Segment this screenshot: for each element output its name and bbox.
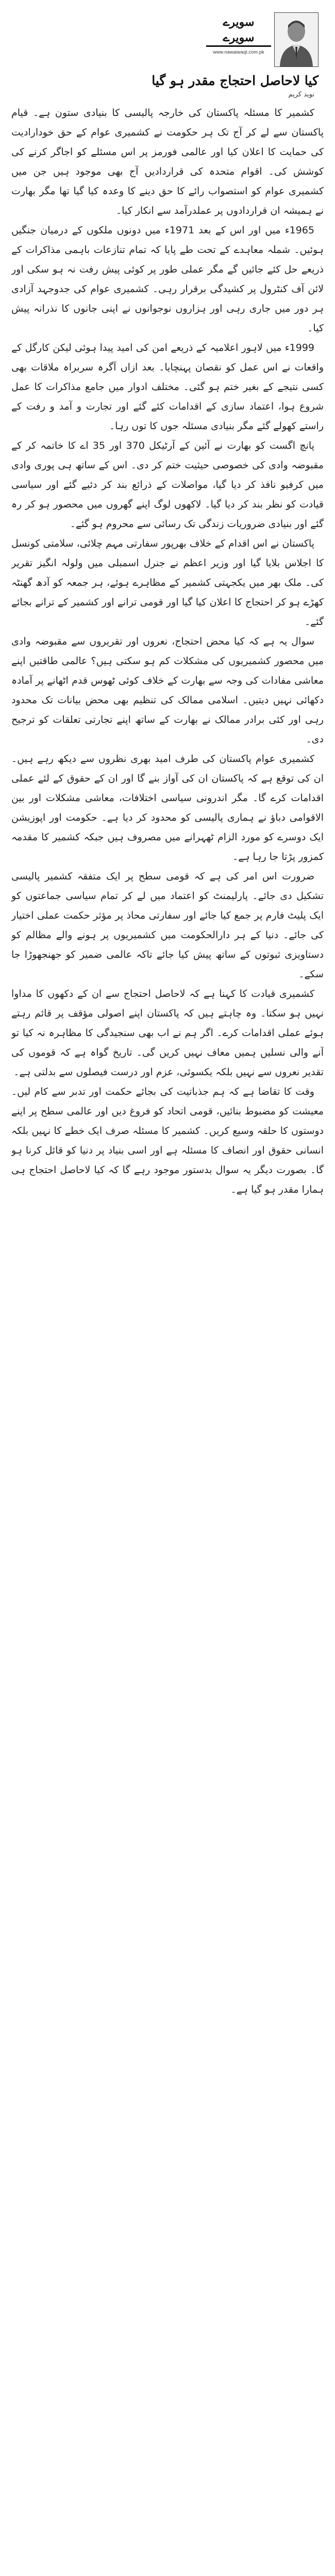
body-paragraph: سوال یہ ہے کہ کیا محض احتجاج، نعروں اور تقریروں سے مقبوضہ وادی میں محصور کشمیریوں کی مشکلات کم ہو سکتی ہیں؟ عالمی طاقتیں اپنے معاشی مفادات کی وجہ سے بھارت کے خلاف کوئی ٹھوس قدم اٹھانے پر آمادہ دکھائی نہیں دیتیں۔ اسلامی ممالک کی تنظیم بھی محض بیانات تک محدود رہی اور کئی برادر ممالک نے بھارت کے ساتھ اپنے تجارتی تعلقات کو ترجیح دی۔	[11, 636, 324, 745]
logo-divider	[206, 45, 271, 47]
column-body	[11, 103, 324, 2576]
website-url: www.nawaiwaqt.com.pk	[213, 49, 264, 55]
body-paragraph: کشمیر کا مسئلہ پاکستان کی خارجہ پالیسی کا بنیادی ستون ہے۔ قیام پاکستان سے لے کر آج تک ہر حکومت نے کشمیری عوام کے حق خودارادیت کی حمایت کا اعلان کیا اور عالمی فورمز پر اس مسئلے کو اجاگر کرنے کی کوشش کی۔ اقوام متحدہ کی قراردادیں آج بھی موجود ہیں جن میں کشمیری عوام کو استصواب رائے کا حق دینے کا وعدہ کیا گیا تھا مگر بھارت نے ہمیشہ ان قراردادوں پر عملدرآمد سے انکار کیا۔	[11, 107, 324, 216]
author-name: نوید کریم	[288, 91, 314, 98]
column-header	[12, 9, 323, 97]
author-portrait-icon	[275, 13, 318, 66]
column-logo-line-1: سویرے	[223, 15, 255, 29]
body-paragraph: 1999ء میں لاہور اعلامیہ کے ذریعے امن کی امید پیدا ہوئی لیکن کارگل کے واقعات نے اس عمل کو نقصان پہنچایا۔ بعد ازاں آگرہ سربراہ ملاقات بھی کسی نتیجے کے بغیر ختم ہو گئی۔ مختلف ادوار میں جامع مذاکرات کا عمل شروع ہوا، اعتماد سازی کے اقدامات کئے گئے اور تجارت و آمد و رفت کے راستے کھولے گئے مگر بنیادی مسئلہ جوں کا توں رہا۔	[11, 342, 324, 432]
column-logo-line-2: سویرے	[223, 31, 255, 44]
body-paragraph: 1965ء میں اور اس کے بعد 1971ء میں دونوں ملکوں کے درمیان جنگیں ہوئیں۔ شملہ معاہدے کے تحت طے پایا کہ تمام تنازعات باہمی مذاکرات کے ذریعے حل کئے جائیں گے مگر عملی طور پر کوئی پیش رفت نہ ہو سکی اور لائن آف کنٹرول پر کشیدگی برقرار رہی۔ کشمیری عوام کی جدوجہد آزادی ہر دور میں جاری رہی اور ہزاروں نوجوانوں نے اپنی جانوں کا نذرانہ پیش کیا۔	[11, 225, 324, 334]
body-paragraph: پاکستان نے اس اقدام کے خلاف بھرپور سفارتی مہم چلائی، سلامتی کونسل کا اجلاس بلایا گیا اور وزیر اعظم نے جنرل اسمبلی میں ولولہ انگیز تقریر کی۔ ملک بھر میں یکجہتی کشمیر کے مظاہرے ہوئے، ہر جمعہ کو آدھ گھنٹہ کھڑے ہو کر احتجاج کا اعلان کیا گیا اور قومی ترانے اور کشمیر کے ترانے بجائے گئے۔	[11, 538, 324, 628]
body-paragraph: کشمیری قیادت کا کہنا ہے کہ لاحاصل احتجاج سے ان کے دکھوں کا مداوا نہیں ہو سکتا۔ وہ چاہتے ہیں کہ پاکستان اپنے اصولی مؤقف پر قائم رہتے ہوئے عملی اقدامات کرے۔ اگر ہم نے اب بھی سنجیدگی کا مظاہرہ نہ کیا تو آنے والی نسلیں ہمیں معاف نہیں کریں گی۔ تاریخ گواہ ہے کہ قوموں کی تقدیر نعروں سے نہیں بلکہ یکسوئی، عزم اور درست فیصلوں سے بدلتی ہے۔	[11, 988, 324, 1078]
body-paragraph: پانچ اگست کو بھارت نے آئین کے آرٹیکل 370 اور 35 اے کا خاتمہ کر کے مقبوضہ وادی کی خصوصی حیثیت ختم کر دی۔ اس کے ساتھ ہی پوری وادی میں کرفیو نافذ کر دیا گیا، مواصلات کے ذرائع بند کر دئیے گئے اور سیاسی قیادت کو نظر بند کر دیا گیا۔ لاکھوں لوگ اپنے گھروں میں محصور ہو کر رہ گئے اور بنیادی ضروریات زندگی تک رسائی سے محروم ہو گئے۔	[11, 440, 324, 530]
body-paragraph: کشمیری عوام پاکستان کی طرف امید بھری نظروں سے دیکھ رہے ہیں۔ ان کی توقع ہے کہ پاکستان ان کی آواز بنے گا اور ان کے حقوق کے لئے عملی اقدامات کرے گا۔ مگر اندرونی سیاسی اختلافات، معاشی مشکلات اور بین الاقوامی دباؤ نے ہماری پالیسی کو محدود کر دیا ہے۔ حکومت اور اپوزیشن ایک دوسرے کو مورد الزام ٹھہرانے میں مصروف ہیں جبکہ کشمیر کا مقدمہ کمزور پڑتا جا رہا ہے۔	[11, 753, 324, 862]
body-paragraph: ضرورت اس امر کی ہے کہ قومی سطح پر ایک متفقہ کشمیر پالیسی تشکیل دی جائے۔ پارلیمنٹ کو اعتماد میں لے کر تمام سیاسی جماعتوں کو ایک پلیٹ فارم پر جمع کیا جائے اور سفارتی محاذ پر مؤثر حکمت عملی اختیار کی جائے۔ دنیا کے ہر دارالحکومت میں کشمیریوں پر ہونے والے مظالم کو دستاویزی ثبوتوں کے ساتھ پیش کیا جائے تاکہ عالمی ضمیر کو جھنجھوڑا جا سکے۔	[11, 871, 324, 980]
column-logo-text	[206, 14, 271, 45]
column-logo	[205, 12, 319, 70]
body-paragraph: وقت کا تقاضا ہے کہ ہم جذباتیت کی بجائے حکمت اور تدبر سے کام لیں۔ معیشت کو مضبوط بنائیں، قومی اتحاد کو فروغ دیں اور عالمی سطح پر اپنے دوستوں کا حلقہ وسیع کریں۔ کشمیر کا مسئلہ صرف ایک خطے کا نہیں بلکہ انسانی حقوق اور انصاف کا مسئلہ ہے اور اسی بنیاد پر دنیا کو قائل کرنا ہو گا۔ بصورت دیگر یہ سوال بدستور موجود رہے گا کہ کیا لاحاصل احتجاج ہی ہمارا مقدر ہو گیا ہے۔	[11, 1086, 324, 1195]
author-photo	[274, 12, 319, 67]
column-headline: کیا لاحاصل احتجاج مقدر ہو گیا	[152, 73, 319, 88]
